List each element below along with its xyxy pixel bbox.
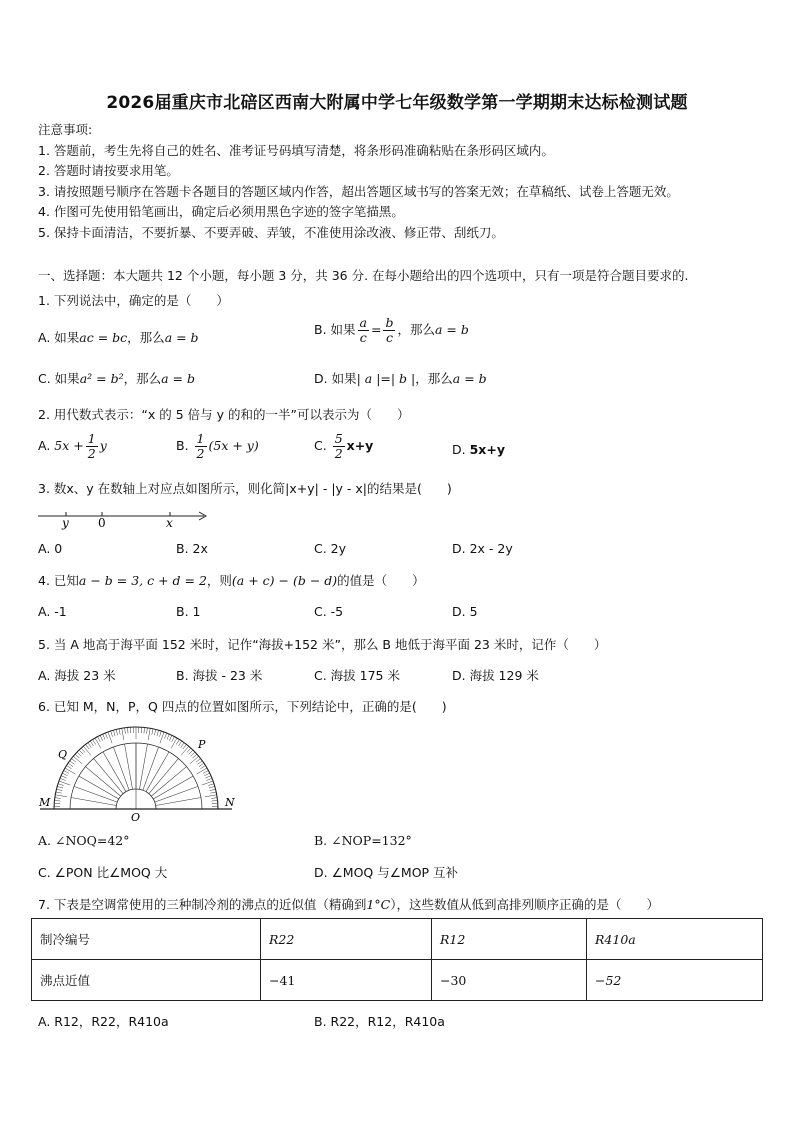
- exam-title: 2026届重庆市北碚区西南大附属中学七年级数学第一学期期末达标检测试题: [106, 93, 688, 113]
- q4-option-d: D. 5: [452, 604, 478, 619]
- q3-option-b: B. 2x: [176, 541, 208, 556]
- table-cell: R22: [261, 919, 432, 960]
- option-text: ，那么: [127, 330, 165, 345]
- option-label: A.: [38, 438, 51, 453]
- q4-option-b: B. 1: [176, 604, 201, 619]
- math-expr: a = b: [435, 322, 469, 337]
- table-cell: −52: [587, 960, 763, 1001]
- axis-label-zero: 0: [98, 516, 106, 530]
- option-label: B.: [176, 438, 189, 453]
- math-expr: =: [370, 322, 382, 337]
- stem-text: 4. 已知: [38, 573, 79, 588]
- table-row: [32, 919, 763, 960]
- option-label: C.: [314, 438, 327, 453]
- denominator: c: [359, 330, 367, 345]
- fraction: [333, 432, 345, 461]
- q6-option-d: D. ∠MOQ 与∠MOP 互补: [314, 865, 459, 880]
- number-line: [36, 505, 216, 531]
- q1-option-b: [314, 316, 469, 345]
- math-expr: 1°C: [366, 897, 391, 912]
- q2-option-d: [452, 442, 505, 457]
- point-label-m: M: [39, 796, 51, 809]
- question-1-stem: 1. 下列说法中，确定的是（ ）: [38, 293, 229, 308]
- numerator: b: [385, 315, 394, 330]
- q2-option-a: [38, 432, 107, 461]
- table-cell: −41: [261, 960, 432, 1001]
- fraction: [86, 432, 98, 461]
- table-row: [32, 960, 763, 1001]
- question-5-stem: 5. 当 A 地高于海平面 152 米时，记作“海拔+152 米”，那么 B 地低于海平面 23 米时，记作（ ）: [38, 637, 607, 652]
- stem-text: 的值是（ ）: [337, 573, 425, 588]
- question-7-stem: [38, 895, 659, 913]
- q5-option-a: A. 海拔 23 米: [38, 668, 116, 683]
- note-item: 2. 答题时请按要求用笔。: [38, 163, 179, 179]
- q3-option-c: C. 2y: [314, 541, 347, 556]
- table-cell: 制冷编号: [32, 919, 261, 960]
- protractor: [54, 727, 218, 809]
- q3-option-a: A. 0: [38, 541, 63, 556]
- q1-option-d: [314, 369, 487, 387]
- question-4-stem: [38, 571, 425, 589]
- question-3-stem: 3. 数x、y 在数轴上对应点如图所示，则化简|x+y| - |y - x|的结果是( ): [38, 481, 452, 496]
- q7-option-b: B. R22，R12，R410a: [314, 1014, 445, 1029]
- note-item: 1. 答题前，考生先将自己的姓名、准考证号码填写清楚，将条形码准确粘贴在条形码区域内。: [38, 142, 554, 158]
- table-cell: R410a: [587, 919, 763, 960]
- option-text: x+y: [346, 438, 374, 453]
- table-cell: −30: [432, 960, 587, 1001]
- fraction: [358, 316, 369, 345]
- option-label: C. 如果: [38, 371, 80, 386]
- table-cell: 沸点近值: [32, 960, 261, 1001]
- fraction: [195, 432, 207, 461]
- question-6-stem: 6. 已知 M，N，P，Q 四点的位置如图所示，下列结论中，正确的是( ): [38, 699, 447, 714]
- math-expr: a = b: [164, 330, 199, 345]
- axis-label-x: x: [166, 516, 173, 530]
- option-text: ，那么: [415, 371, 453, 386]
- point-label-q: Q: [58, 748, 68, 761]
- denominator: 2: [334, 446, 343, 461]
- point-label-p: P: [198, 738, 206, 751]
- question-2-stem: 2. 用代数式表示：“x 的 5 倍与 y 的和的一半”可以表示为（ ）: [38, 407, 410, 422]
- numerator: a: [359, 315, 367, 330]
- note-item: 4. 作图可先使用铅笔画出，确定后必须用黑色字迹的签字笔描黑。: [38, 204, 404, 220]
- math-expr: 5x +: [54, 438, 84, 453]
- stem-text: ），这些数值从低到高排列顺序正确的是（ ）: [390, 897, 659, 912]
- protractor-figure: [36, 722, 246, 824]
- point-label-n: N: [225, 796, 235, 809]
- denominator: 2: [87, 446, 96, 461]
- q5-option-d: D. 海拔 129 米: [452, 668, 539, 683]
- option-text: 5x+y: [469, 442, 505, 457]
- q4-option-a: A. -1: [38, 604, 67, 619]
- math-expr: (a + c) − (b − d): [231, 573, 338, 588]
- option-label: D. 如果: [314, 371, 357, 386]
- note-item: 5. 保持卡面清洁，不要折暴、不要弄破、弄皱，不准使用涂改液、修正带、刮纸刀。: [38, 224, 504, 240]
- q4-option-c: C. -5: [314, 604, 344, 619]
- fraction: [383, 316, 395, 345]
- math-expr: (5x + y): [208, 438, 259, 453]
- q2-option-b: [176, 432, 259, 461]
- numerator: 5: [334, 431, 343, 446]
- q5-option-c: C. 海拔 175 米: [314, 668, 400, 683]
- q3-option-d: D. 2x - 2y: [452, 541, 513, 556]
- denominator: c: [385, 330, 393, 345]
- option-label: B. 如果: [314, 322, 356, 337]
- option-text: ，那么: [397, 322, 435, 337]
- numerator: 1: [196, 431, 205, 446]
- refrigerant-table: [31, 918, 763, 1001]
- notes-heading: 注意事项:: [38, 122, 93, 137]
- notes-block: [38, 120, 679, 244]
- math-expr: a² = b²: [79, 371, 124, 386]
- math-expr: a = b: [452, 371, 487, 386]
- q6-option-a: A. ∠NOQ=42°: [38, 833, 130, 848]
- section-heading: 一、选择题：本大题共 12 个小题，每小题 3 分，共 36 分. 在每小题给出的四个选项中，只有一项是符合题目要求的.: [38, 268, 689, 283]
- q6-option-c: C. ∠PON 比∠MOQ 大: [38, 865, 168, 880]
- q5-option-b: B. 海拔 - 23 米: [176, 668, 263, 683]
- note-item: 3. 请按照题号顺序在答题卡各题目的答题区域内作答，超出答题区域书写的答案无效；在草稿纸、试卷上答题无效。: [38, 183, 679, 199]
- math-expr: | a |=| b |: [356, 371, 416, 386]
- q7-option-a: A. R12，R22，R410a: [38, 1014, 169, 1029]
- math-expr: ac = bc: [79, 330, 128, 345]
- option-label: A. 如果: [38, 330, 80, 345]
- option-text: ，那么: [123, 371, 162, 386]
- point-label-o: O: [131, 811, 141, 824]
- q1-option-a: [38, 328, 199, 346]
- q6-option-b: B. ∠NOP=132°: [314, 833, 412, 848]
- stem-text: 7. 下表是空调常使用的三种制冷剂的沸点的近似值（精确到: [38, 897, 367, 912]
- math-expr: a − b = 3, c + d = 2: [78, 573, 207, 588]
- table-cell: R12: [432, 919, 587, 960]
- math-expr: a = b: [161, 371, 195, 386]
- q2-option-c: [314, 432, 373, 461]
- q1-option-c: [38, 369, 195, 387]
- denominator: 2: [196, 446, 205, 461]
- axis-label-y: y: [62, 516, 69, 530]
- numerator: 1: [87, 431, 96, 446]
- math-expr: y: [99, 438, 107, 453]
- option-label: D.: [452, 442, 466, 457]
- stem-text: ，则: [206, 573, 232, 588]
